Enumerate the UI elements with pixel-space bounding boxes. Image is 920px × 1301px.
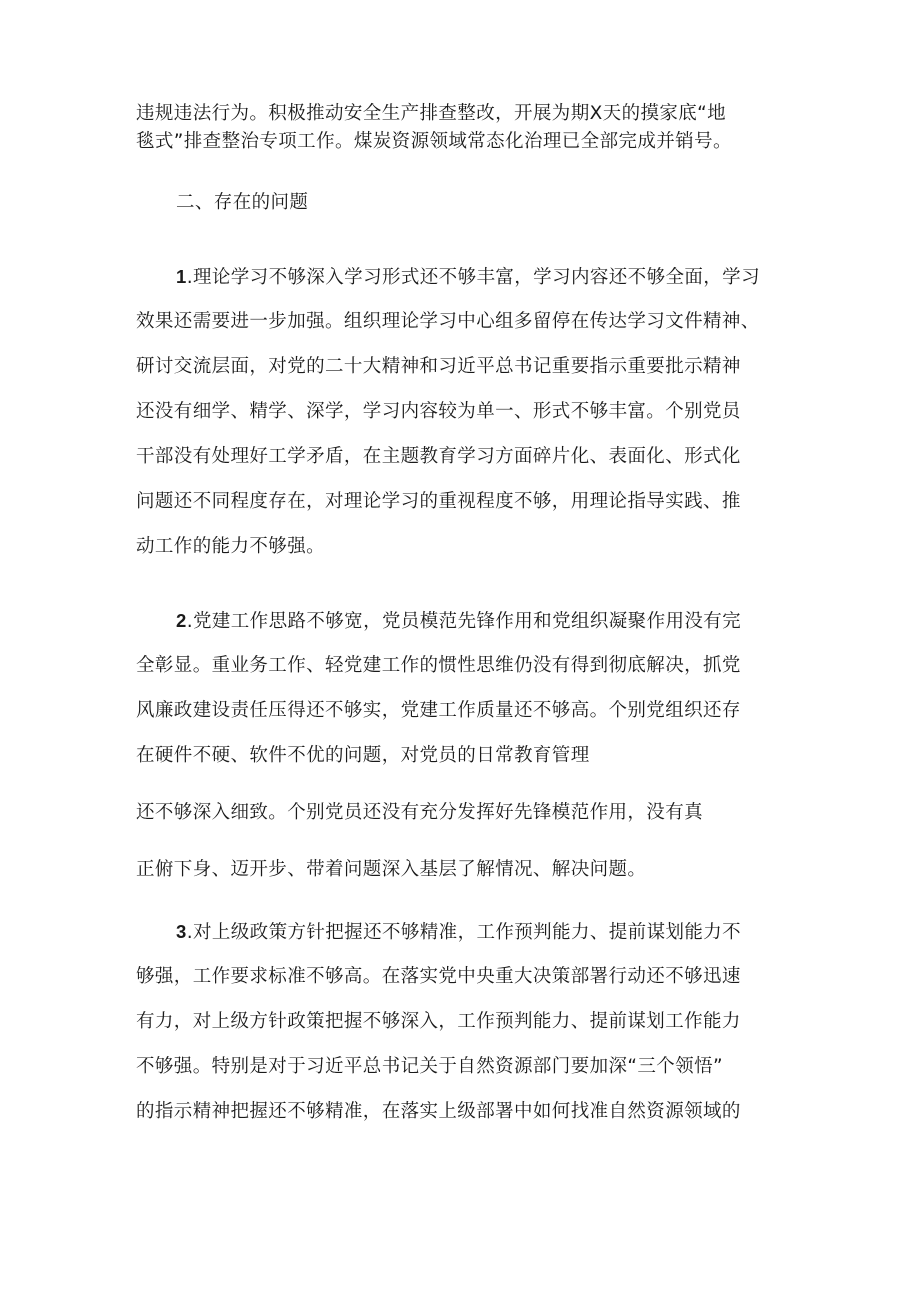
item-2-line-1: .党建工作思路不够宽，党员模范先锋作用和党组织凝聚作用没有完 <box>186 611 742 632</box>
section-heading: 二、存在的问题 <box>176 192 309 213</box>
item-2-line-3: 风廉政建设责任压得还不够实，党建工作质量还不够高。个别党组织还存 <box>136 700 741 721</box>
item-2-line-6: 正俯下身、迈开步、带着问题深入基层了解情况、解决问题。 <box>136 859 647 880</box>
item-1-line-3: 研讨交流层面，对党的二十大精神和习近平总书记重要指示重要批示精神 <box>136 356 741 377</box>
item-3-line-2: 够强，工作要求标准不够高。在落实党中央重大决策部署行动还不够迅速 <box>136 966 741 987</box>
item-3-line-1: .对上级政策方针把握还不够精准，工作预判能力、提前谋划能力不 <box>186 922 742 943</box>
item-1-line-2: 效果还需要进一步加强。组织理论学习中心组多留停在传达学习文件精神、 <box>136 311 760 332</box>
item-2-line-2: 全彰显。重业务工作、轻党建工作的惯性思维仍没有得到彻底解决，抓党 <box>136 655 741 676</box>
item-1-line-7: 动工作的能力不够强。 <box>136 536 326 557</box>
item-2-line-5: 还不够深入细致。个别党员还没有充分发挥好先锋模范作用，没有真 <box>136 802 704 823</box>
intro-line-2: 毯式”排查整治专项工作。煤炭资源领域常态化治理已全部完成并销号。 <box>136 131 732 152</box>
item-1-number: 1 <box>176 266 187 287</box>
intro-line-1: 违规违法行为。积极推动安全生产排查整改，开展为期X天的摸家底“地 <box>136 103 727 124</box>
item-2-number: 2 <box>176 610 187 631</box>
item-1-line-5: 干部没有处理好工学矛盾，在主题教育学习方面碎片化、表面化、形式化 <box>136 446 741 467</box>
item-1-first-line <box>176 264 836 291</box>
item-1-line-4: 还没有细学、精学、深学，学习内容较为单一、形式不够丰富。个别党员 <box>136 401 741 422</box>
item-3-line-5: 的指示精神把握还不够精准，在落实上级部署中如何找准自然资源领域的 <box>136 1101 741 1122</box>
item-2-first-line <box>176 608 836 635</box>
item-2-line-4: 在硬件不硬、软件不优的问题，对党员的日常教育管理 <box>136 745 590 766</box>
item-1-line-1: .理论学习不够深入学习形式还不够丰富，学习内容还不够全面，学习 <box>186 267 760 288</box>
item-3-line-3: 有力，对上级方针政策把握不够深入，工作预判能力、提前谋划工作能力 <box>136 1011 741 1032</box>
item-1-line-6: 问题还不同程度存在，对理论学习的重视程度不够，用理论指导实践、推 <box>136 491 741 512</box>
item-3-number: 3 <box>176 921 187 942</box>
item-3-line-4: 不够强。特别是对于习近平总书记关于自然资源部门要加深“三个领悟” <box>136 1056 723 1077</box>
item-3-first-line <box>176 919 836 946</box>
